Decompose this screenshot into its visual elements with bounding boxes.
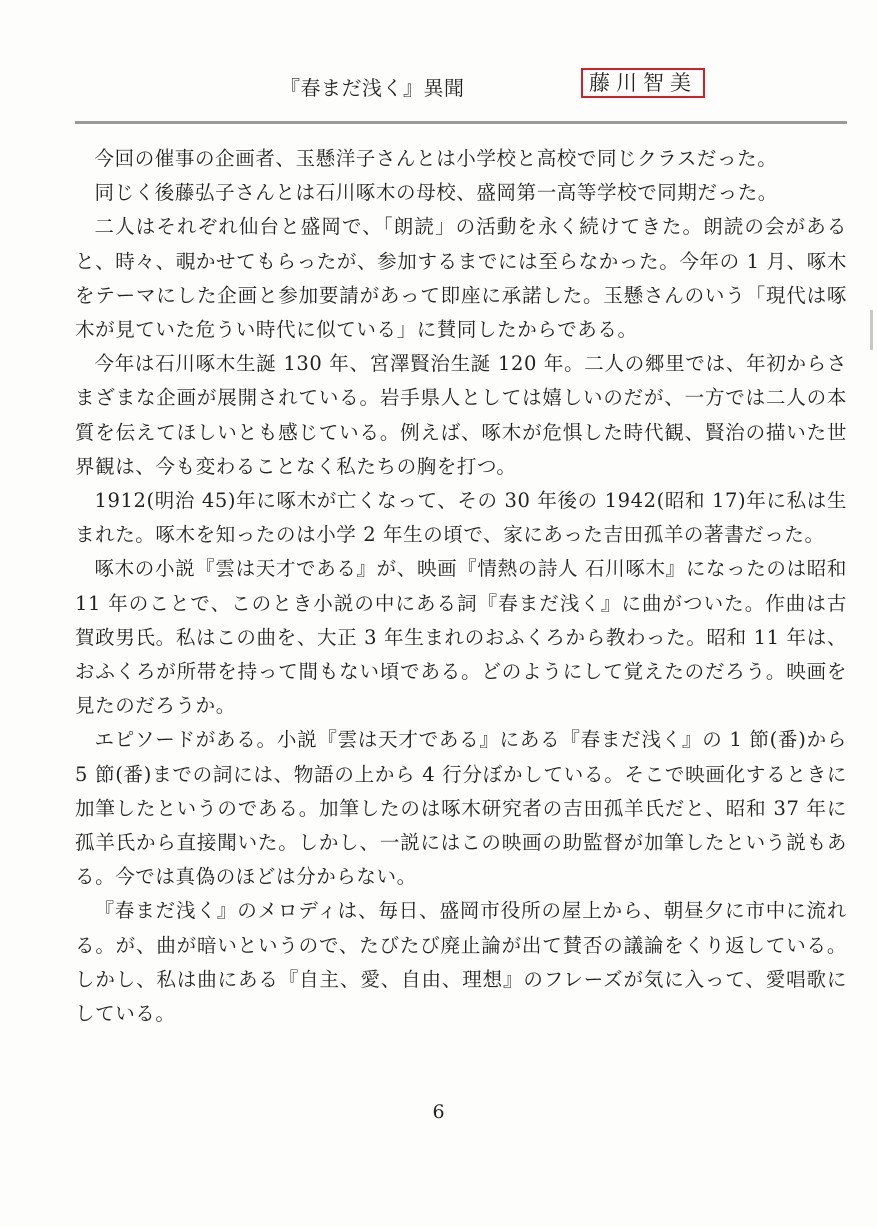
essay-body bbox=[75, 142, 847, 1031]
scan-edge-mark bbox=[870, 310, 873, 350]
paragraph-4: 今年は石川啄木生誕 130 年、宮澤賢治生誕 120 年。二人の郷里では、年初からさまざまな企画が展開されている。岩手県人としては嬉しいのだが、一方では二人の本質を伝えてほしいとも感じている。例えば、啄木が危惧した時代観、賢治の描いた世界観は、今も変わることなく私たちの胸を打つ。 bbox=[75, 352, 847, 478]
paragraph-8: 『春まだ浅く』のメロディは、毎日、盛岡市役所の屋上から、朝昼夕に市中に流れる。が、曲が暗いというので、たびたび廃止論が出て賛否の議論をくり返している。しかし、私は曲にある『自主、愛、自由、理想』のフレーズが気に入って、愛唱歌にしている。 bbox=[75, 899, 847, 1026]
page-number: 6 bbox=[432, 1101, 445, 1123]
page-header bbox=[0, 68, 877, 104]
paragraph-2: 同じく後藤弘子さんとは石川啄木の母校、盛岡第一高等学校で同期だった。 bbox=[94, 181, 778, 205]
paragraph-3: 二人はそれぞれ仙台と盛岡で、「朗読」の活動を永く続けてきた。朗読の会があると、時々、覗かせてもらったが、参加するまでには至らなかった。今年の 1 月、啄木をテーマにした企画と参加要請があって即座に承諾した。玉懸さんのいう「現代は啄木が見ていた危うい時代に似ている」に賛同したからである。 bbox=[75, 215, 847, 342]
paragraph-5: 1912(明治 45)年に啄木が亡くなって、その 30 年後の 1942(昭和 17)年に私は生まれた。啄木を知ったのは小学 2 年生の頃で、家にあった吉田孤羊の著書だった。 bbox=[75, 489, 847, 547]
essay-title: 『春まだ浅く』異聞 bbox=[280, 76, 465, 100]
paragraph-7: エピソードがある。小説『雲は天才である』にある『春まだ浅く』の 1 節(番)から 5 節(番)までの詞には、物語の上から 4 行分ぼかしている。そこで映画化するときに加筆したというのである。加筆したのは啄木研究者の吉田孤羊氏だと、昭和 37 年に孤羊氏から直接聞いた。しかし、一説にはこの映画の助監督が加筆したという説もある。今では真偽のほどは分からない。 bbox=[75, 728, 847, 889]
paragraph-1: 今回の催事の企画者、玉懸洋子さんとは小学校と高校で同じクラスだった。 bbox=[94, 147, 778, 170]
header-divider bbox=[75, 121, 847, 124]
author-name-box: 藤川智美 bbox=[581, 68, 705, 98]
paragraph-6: 啄木の小説『雲は天才である』が、映画『情熱の詩人 石川啄木』になったのは昭和 11 年のことで、このとき小説の中にある詞『春まだ浅く』に曲がついた。作曲は古賀政男氏。私はこの曲を、大正 3 年生まれのおふくろから教わった。昭和 11 年は、おふくろが所帯を持って間もない頃である。どのようにして覚えたのだろう。映画を見たのだろうか。 bbox=[75, 557, 847, 718]
